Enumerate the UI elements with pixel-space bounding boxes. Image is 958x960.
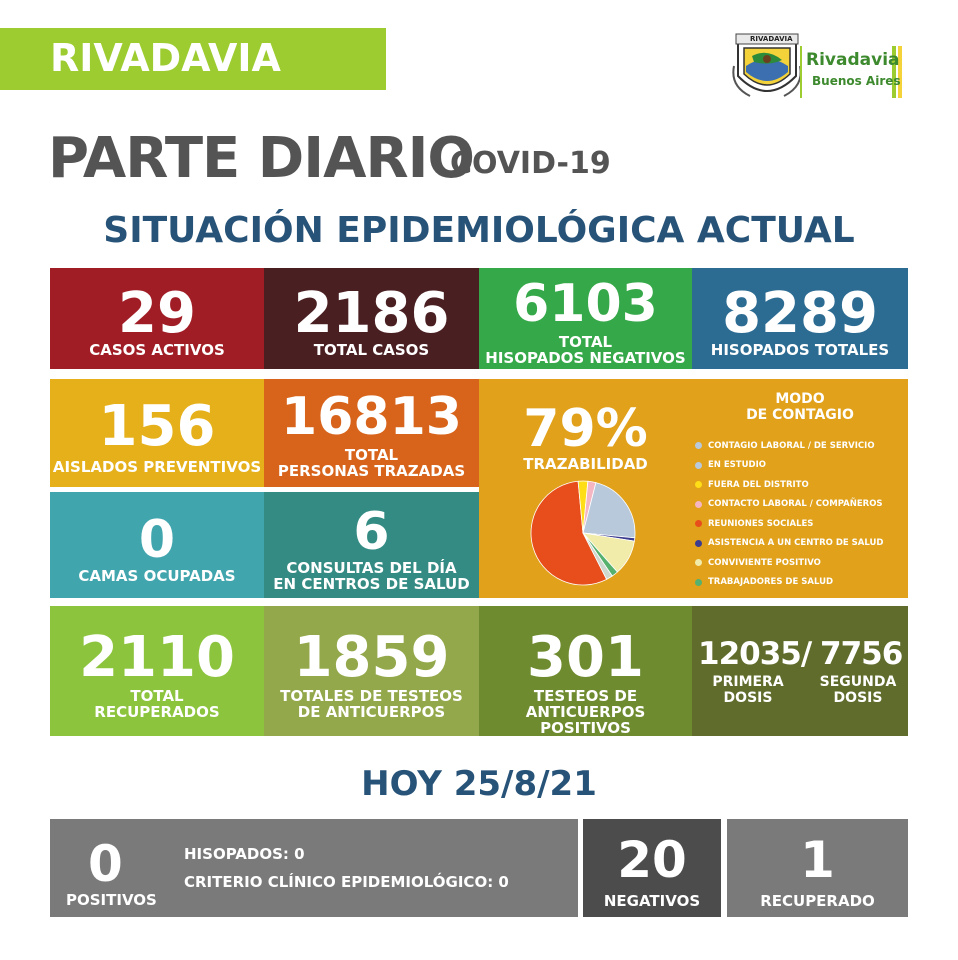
hisopados-negativos-value: 6103 bbox=[513, 274, 658, 334]
page-subtitle: COVID-19 bbox=[450, 146, 611, 181]
aislados-value: 156 bbox=[98, 394, 216, 459]
hisopados-negativos-box bbox=[479, 268, 692, 369]
trazabilidad-value: 79% bbox=[523, 399, 648, 459]
legend-item bbox=[695, 553, 905, 573]
segunda-dosis-label-1: SEGUNDA bbox=[819, 674, 897, 690]
testeos-box bbox=[264, 606, 479, 736]
recuperados-value: 2110 bbox=[79, 625, 235, 690]
camas-value: 0 bbox=[138, 510, 176, 570]
hisopados-totales-value: 8289 bbox=[722, 281, 878, 346]
consultas-box bbox=[264, 492, 479, 598]
legend-dot-icon bbox=[695, 579, 702, 586]
total-casos-label: TOTAL CASOS bbox=[313, 341, 430, 359]
segunda-dosis-label-2: DOSIS bbox=[833, 690, 883, 706]
primera-dosis-label-1: PRIMERA bbox=[712, 674, 784, 690]
legend-label: CONTAGIO LABORAL / DE SERVICIO bbox=[708, 440, 875, 451]
hoy-negativos-box bbox=[583, 819, 721, 917]
anticuerpos-positivos-box bbox=[479, 606, 692, 736]
vacunas-box bbox=[692, 606, 908, 736]
recuperados-box bbox=[50, 606, 264, 736]
hoy-negativos-label: NEGATIVOS bbox=[603, 892, 701, 910]
camas-label: CAMAS OCUPADAS bbox=[78, 567, 236, 585]
legend-label: TRABAJADORES DE SALUD bbox=[708, 577, 834, 588]
legend-label: FUERA DEL DISTRITO bbox=[708, 479, 809, 490]
hoy-recuperado-label: RECUPERADO bbox=[760, 892, 875, 910]
legend-dot-icon bbox=[695, 501, 702, 508]
camas-box bbox=[50, 492, 264, 598]
hisopados-negativos-label-1: TOTAL bbox=[558, 333, 613, 351]
legend-item bbox=[695, 495, 905, 515]
recuperados-label-1: TOTAL bbox=[130, 687, 184, 705]
seal-text: RIVADAVIA bbox=[750, 35, 793, 43]
casos-activos-label: CASOS ACTIVOS bbox=[89, 341, 225, 359]
legend-dot-icon bbox=[695, 540, 702, 547]
aislados-box bbox=[50, 379, 264, 487]
municipal-logo bbox=[730, 26, 910, 106]
hisopados-negativos-label-2: HISOPADOS NEGATIVOS bbox=[485, 349, 686, 367]
legend-label: CONTACTO LABORAL / COMPAÑEROS bbox=[708, 499, 883, 510]
hisopados-totales-box bbox=[692, 268, 908, 369]
personas-trazadas-label-1: TOTAL bbox=[344, 446, 399, 464]
hoy-title: HOY 25/8/21 bbox=[361, 764, 597, 804]
city-name: RIVADAVIA bbox=[50, 36, 281, 80]
legend-item bbox=[695, 573, 905, 593]
modo-legend bbox=[695, 436, 905, 592]
hoy-positivos-label: POSITIVOS bbox=[66, 891, 157, 909]
consultas-label-2: EN CENTROS DE SALUD bbox=[273, 575, 470, 593]
hoy-recuperado-box bbox=[727, 819, 908, 917]
total-casos-value: 2186 bbox=[293, 281, 450, 346]
contagio-pie-chart bbox=[525, 477, 645, 597]
testeos-label-2: DE ANTICUERPOS bbox=[297, 703, 446, 721]
legend-dot-icon bbox=[695, 559, 702, 566]
legend-item bbox=[695, 534, 905, 554]
hisopados-totales-label: HISOPADOS TOTALES bbox=[710, 341, 890, 359]
modo-title-1: MODO bbox=[775, 391, 825, 407]
legend-item bbox=[695, 475, 905, 495]
total-casos-box bbox=[264, 268, 479, 369]
testeos-value: 1859 bbox=[293, 625, 450, 690]
logo-text-buenos-aires: Buenos Aires bbox=[812, 74, 901, 88]
legend-label: CONVIVIENTE POSITIVO bbox=[708, 557, 821, 568]
hoy-recuperado-value: 1 bbox=[800, 831, 835, 889]
legend-item bbox=[695, 456, 905, 476]
legend-dot-icon bbox=[695, 481, 702, 488]
personas-trazadas-value: 16813 bbox=[281, 387, 462, 447]
logo-text-rivadavia: Rivadavia bbox=[806, 50, 900, 70]
legend-label: ASISTENCIA A UN CENTRO DE SALUD bbox=[708, 538, 884, 549]
hoy-negativos-value: 20 bbox=[617, 831, 687, 889]
consultas-value: 6 bbox=[353, 502, 390, 562]
hoy-positivos-value: 0 bbox=[88, 835, 123, 893]
personas-trazadas-box bbox=[264, 379, 479, 487]
section-title: SITUACIÓN EPIDEMIOLÓGICA ACTUAL bbox=[103, 210, 855, 251]
legend-dot-icon bbox=[695, 462, 702, 469]
consultas-label-1: CONSULTAS DEL DÍA bbox=[286, 559, 457, 577]
hoy-positivos-box bbox=[50, 819, 578, 917]
trazabilidad-label: TRAZABILIDAD bbox=[523, 455, 648, 473]
legend-dot-icon bbox=[695, 520, 702, 527]
hoy-criterio: CRITERIO CLÍNICO EPIDEMIOLÓGICO: 0 bbox=[184, 873, 509, 891]
page-title: PARTE DIARIO bbox=[48, 126, 475, 191]
primera-dosis-value: 12035/ bbox=[698, 636, 812, 672]
legend-dot-icon bbox=[695, 442, 702, 449]
anticuerpos-positivos-label-2: ANTICUERPOS POSITIVOS bbox=[525, 703, 646, 737]
anticuerpos-positivos-value: 301 bbox=[527, 625, 644, 690]
aislados-label: AISLADOS PREVENTIVOS bbox=[52, 458, 262, 476]
legend-item bbox=[695, 514, 905, 534]
anticuerpos-positivos-label-1: TESTEOS DE bbox=[533, 687, 638, 705]
segunda-dosis-value: 7756 bbox=[820, 636, 903, 672]
personas-trazadas-label-2: PERSONAS TRAZADAS bbox=[277, 462, 466, 480]
legend-item bbox=[695, 436, 905, 456]
modo-title-2: DE CONTAGIO bbox=[746, 407, 854, 423]
hoy-hisopados: HISOPADOS: 0 bbox=[184, 845, 305, 863]
casos-activos-value: 29 bbox=[118, 281, 196, 346]
primera-dosis-label-2: DOSIS bbox=[723, 690, 773, 706]
recuperados-label-2: RECUPERADOS bbox=[94, 703, 220, 721]
legend-label: REUNIONES SOCIALES bbox=[708, 518, 814, 529]
legend-label: EN ESTUDIO bbox=[708, 460, 766, 471]
testeos-label-1: TOTALES DE TESTEOS bbox=[280, 687, 463, 705]
casos-activos-box bbox=[50, 268, 264, 369]
